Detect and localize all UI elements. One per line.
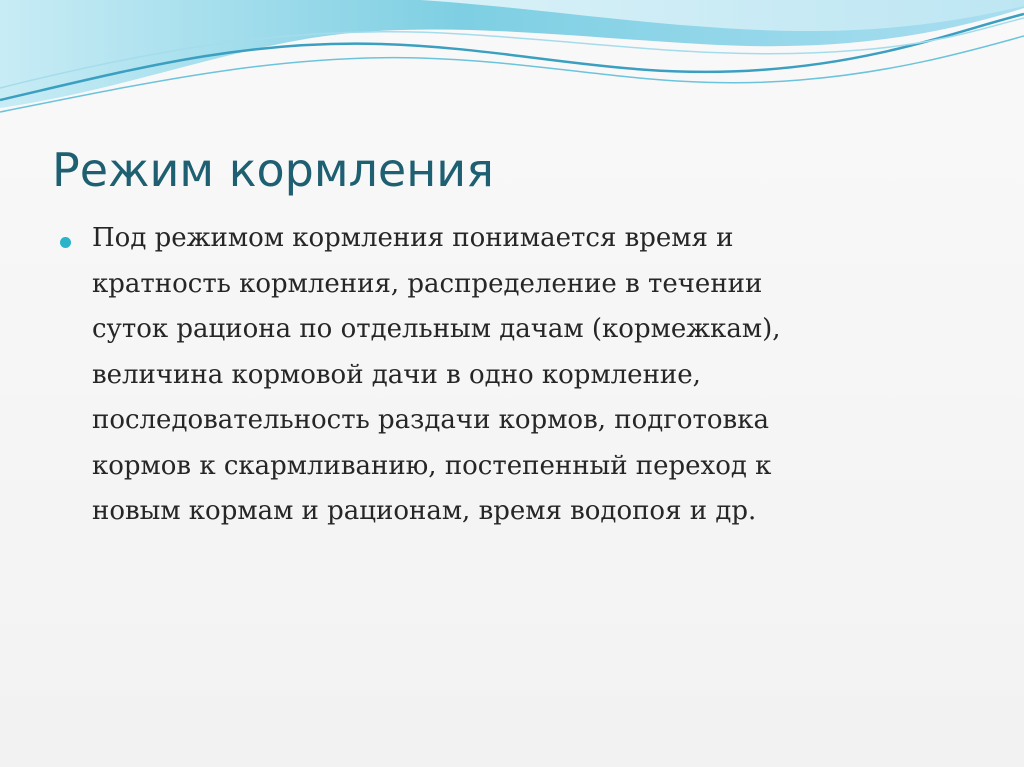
wave-decoration: [0, 0, 1024, 130]
slide-body: [60, 216, 960, 535]
bullet-icon: [60, 237, 71, 248]
slide-title: Режим кормления: [52, 143, 494, 197]
bullet-text: Под режимом кормления понимается время и кратность кормления, распределение в течении суток рациона по отдельным дачам (кормежкам), величина кормовой дачи в одно кормление, последовательность раздачи кормов, подготовка кормов к скармливанию, постепенный переход к новым кормам и рационам, время водопоя и др.: [92, 223, 781, 526]
bullet-item: [60, 216, 960, 535]
